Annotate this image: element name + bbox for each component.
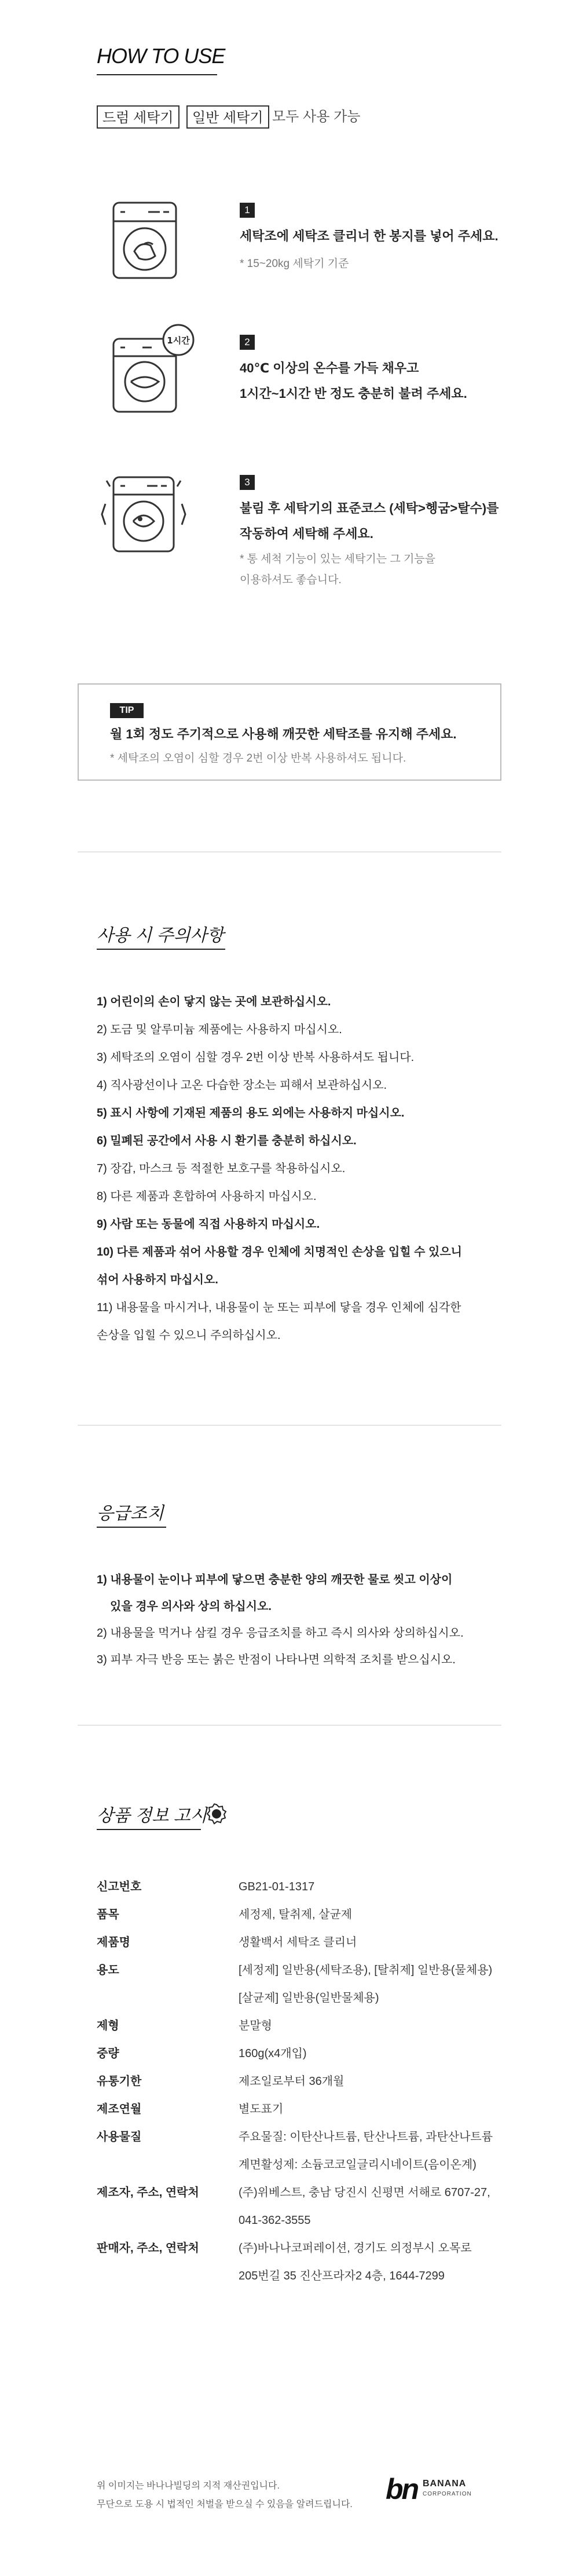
step-3-number: 3 [240, 475, 255, 490]
info-label: 유통기한 [97, 2075, 142, 2088]
info-value: [살균제] 일반용(일반물체용) [239, 1992, 379, 2004]
info-label: 제조연월 [97, 2103, 142, 2116]
info-value: 계면활성제: 소듐코코일글리시네이트(음이온계) [239, 2158, 477, 2171]
first-aid-item: 1) 내용물이 눈이나 피부에 닿으면 충분한 양의 깨끗한 물로 씻고 이상이 [97, 1574, 453, 1586]
title-underline [97, 74, 217, 75]
info-value: 별도표기 [239, 2103, 284, 2116]
info-label: 품목 [97, 1908, 119, 1921]
tip-note: * 세탁조의 오염이 심할 경우 2번 이상 반복 사용하셔도 됩니다. [110, 752, 406, 764]
caution-item: 6) 밀폐된 공간에서 사용 시 환기를 충분히 하십시오. [97, 1135, 357, 1147]
first-aid-item: 있을 경우 의사와 상의 하십시오. [110, 1600, 272, 1613]
section-divider [78, 851, 501, 852]
info-label: 중량 [97, 2047, 119, 2060]
logo-name: BANANA [423, 2479, 467, 2489]
info-label: 신고번호 [97, 1880, 142, 1893]
tag-top-washer: 일반 세탁기 [186, 105, 269, 129]
info-value: GB21-01-1317 [239, 1880, 315, 1893]
info-label: 판매자, 주소, 연락처 [97, 2242, 199, 2255]
caution-item: 10) 다른 제품과 섞어 사용할 경우 인체에 치명적인 손상을 입힐 수 있으니 [97, 1246, 462, 1258]
tip-text: 월 1회 정도 주기적으로 사용해 깨끗한 세탁조를 유지해 주세요. [110, 727, 457, 741]
step-2-line-2: 1시간~1시간 반 정도 충분히 불려 주세요. [240, 386, 467, 401]
step-1-number: 1 [240, 203, 255, 218]
copyright-notice: 무단으로 도용 시 법적인 처벌을 받으실 수 있음을 알려드립니다. [97, 2500, 353, 2509]
first-aid-item: 3) 피부 자극 반응 또는 붉은 반점이 나타나면 의학적 조치를 받으십시오. [97, 1653, 456, 1666]
info-value: [세정제] 일반용(세탁조용), [탈취제] 일반용(물체용) [239, 1964, 493, 1977]
caution-item: 섞어 사용하지 마십시오. [97, 1274, 218, 1286]
info-value: 205번길 35 진산프라자2 4층, 1644-7299 [239, 2270, 445, 2282]
how-to-use-title: HOW TO USE [97, 44, 225, 68]
product-info-title-underline [97, 1829, 201, 1830]
info-label: 제품명 [97, 1936, 130, 1949]
info-value: (주)바나나코퍼레이션, 경기도 의정부시 오목로 [239, 2242, 472, 2255]
caution-item: 손상을 입힐 수 있으니 주의하십시오. [97, 1329, 281, 1342]
caution-item: 2) 도금 및 알루미늄 제품에는 사용하지 마십시오. [97, 1023, 342, 1036]
info-label: 사용물질 [97, 2131, 142, 2143]
banana-corporation-logo [386, 2472, 484, 2509]
first-aid-title: 응급조치 [97, 1504, 164, 1523]
washing-machine-spinning-icon [97, 463, 190, 562]
caution-item: 9) 사람 또는 동물에 직접 사용하지 마십시오. [97, 1218, 320, 1231]
tag-drum-washer: 드럼 세탁기 [97, 105, 179, 129]
info-label: 용도 [97, 1964, 119, 1977]
step-3-line-1: 불림 후 세탁기의 표준코스 (세탁>헹굼>탈수)를 [240, 501, 499, 515]
caution-item: 11) 내용물을 마시거나, 내용물이 눈 또는 피부에 닿을 경우 인체에 심각한 [97, 1301, 461, 1314]
logo-mark: bn [386, 2473, 418, 2505]
section-divider [78, 1725, 501, 1726]
step-2-line-1: 40℃ 이상의 온수를 가득 채우고 [240, 361, 419, 375]
step-2-number: 2 [240, 335, 255, 350]
product-info-title: 상품 정보 고시 [97, 1806, 207, 1825]
caution-item: 4) 직사광선이나 고온 다습한 장소는 피해서 보관하십시오. [97, 1079, 387, 1092]
section-divider [78, 1425, 501, 1426]
info-value: 041-362-3555 [239, 2214, 311, 2227]
info-value: 세정제, 탈취제, 살균제 [239, 1908, 353, 1921]
both-available-text: 모두 사용 가능 [272, 109, 361, 125]
first-aid-item: 2) 내용물을 먹거나 삼킬 경우 응급조치를 하고 즉시 의사와 상의하십시오. [97, 1627, 464, 1640]
washing-machine-icon [102, 191, 183, 284]
info-value: (주)위베스트, 충남 당진시 신평면 서해로 6707-27, [239, 2186, 490, 2199]
info-value: 생활백서 세탁조 클리너 [239, 1936, 357, 1949]
caution-item: 3) 세탁조의 오염이 심할 경우 2번 이상 반복 사용하셔도 됩니다. [97, 1051, 415, 1064]
timer-label: 1시간 [167, 335, 190, 346]
caution-item: 7) 장갑, 마스크 등 적절한 보호구를 착용하십시오. [97, 1162, 346, 1175]
cautions-title-underline [97, 949, 225, 950]
first-aid-title-underline [97, 1527, 166, 1528]
info-label: 제조자, 주소, 연락처 [97, 2186, 199, 2199]
info-label: 제형 [97, 2019, 119, 2032]
info-value: 주요물질: 이탄산나트륨, 탄산나트륨, 과탄산나트륨 [239, 2131, 493, 2143]
step-1-note: * 15~20kg 세탁기 기준 [240, 258, 349, 270]
info-value: 제조일로부터 36개월 [239, 2075, 345, 2088]
cautions-title: 사용 시 주의사항 [97, 926, 224, 945]
info-value: 160g(x4개입) [239, 2047, 307, 2060]
caution-item: 1) 어린이의 손이 닿지 않는 곳에 보관하십시오. [97, 996, 331, 1008]
step-3-note-1: * 통 세척 기능이 있는 세탁기는 그 기능을 [240, 553, 436, 565]
step-3-line-2: 작동하여 세탁해 주세요. [240, 526, 373, 541]
caution-item: 8) 다른 제품과 혼합하여 사용하지 마십시오. [97, 1190, 317, 1203]
info-value: 분말형 [239, 2019, 272, 2032]
certification-mark-icon [206, 1803, 227, 1824]
caution-item: 5) 표시 사항에 기재된 제품의 용도 외에는 사용하지 마십시오. [97, 1107, 405, 1119]
copyright-notice: 위 이미지는 바나나빌딩의 지적 재산권입니다. [97, 2481, 280, 2491]
tip-badge: TIP [110, 703, 144, 718]
step-1-text: 세탁조에 세탁조 클리너 한 봉지를 넣어 주세요. [240, 229, 499, 243]
washing-machine-timer-icon [102, 321, 206, 414]
logo-subtitle: CORPORATION [423, 2491, 472, 2497]
step-3-note-2: 이용하셔도 좋습니다. [240, 574, 342, 586]
